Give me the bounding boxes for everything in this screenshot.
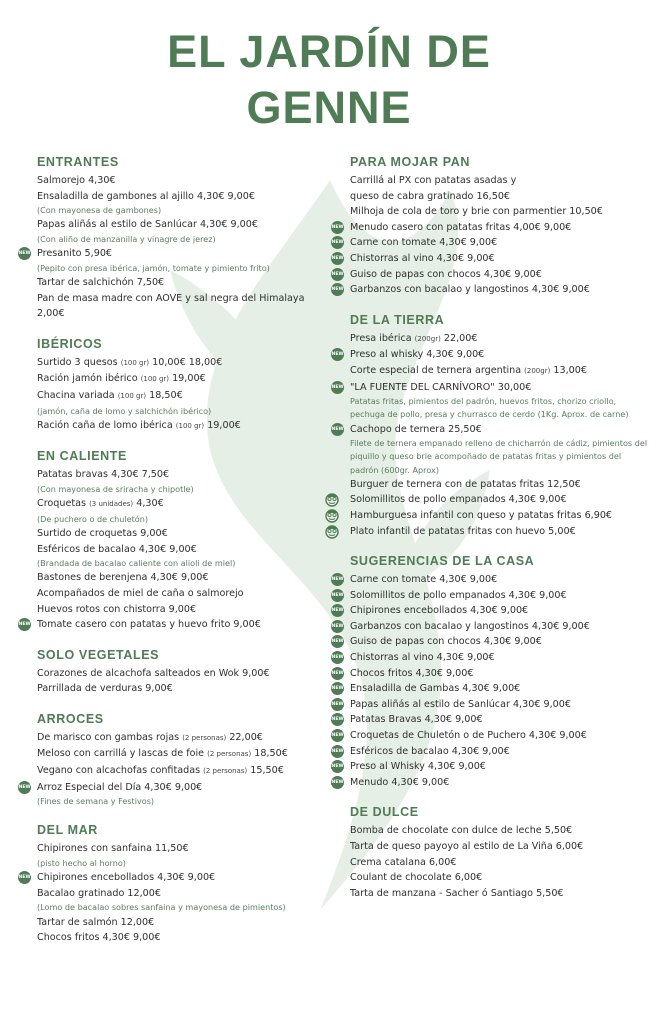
item-note: (Con mayonesa de gambones)	[37, 205, 162, 216]
item-text: Ración caña de lomo ibérica	[37, 419, 173, 431]
menu-item: Ensaladilla de gambones al ajillo 4,30€ 9,00€	[37, 190, 255, 202]
item-text: Croquetas	[37, 498, 87, 510]
menu-item	[331, 697, 650, 713]
item-text: Menudo 4,30€ 9,00€	[350, 776, 450, 788]
menu-item	[331, 603, 650, 619]
menu-item	[331, 634, 650, 650]
item-price: 19,00€	[207, 419, 241, 431]
section-title-solo-vegetales: SOLO VEGETALES	[37, 647, 160, 662]
new-badge-icon: NEW	[18, 781, 31, 794]
restaurant-title	[0, 24, 658, 136]
item-text: Corte especial de ternera argentina	[350, 364, 522, 376]
menu-item: Tarta de manzana - Sacher ó Santiago 5,50€	[350, 887, 564, 899]
menu-item: Esféricos de bacalao 4,30€ 9,00€	[37, 543, 197, 555]
menu-item: Salmorejo 4,30€	[37, 175, 116, 186]
menu-item: Patatas bravas 4,30€ 7,50€	[37, 469, 170, 481]
new-badge-icon: NEW	[331, 604, 344, 617]
left-column	[18, 154, 322, 946]
item-size: (100 gr)	[120, 358, 150, 367]
item-text: Carne con tomate 4,30€ 9,00€	[350, 574, 498, 586]
menu-item: Burguer de ternera con de patatas fritas 12,50€	[350, 478, 581, 490]
menu-item	[331, 744, 650, 760]
item-price: 18,50€	[149, 389, 183, 401]
title-line-2: GENNE	[246, 82, 412, 133]
menu-item	[37, 496, 322, 513]
new-badge-icon: NEW	[331, 760, 344, 773]
new-badge-icon: NEW	[18, 618, 31, 631]
item-price: 15,50€	[250, 765, 284, 777]
kids-menu-icon	[320, 508, 344, 523]
menu-item	[331, 347, 650, 363]
menu-item	[350, 492, 650, 508]
menu-item: queso de cabra gratinado 16,50€	[350, 190, 511, 202]
item-text: Chistorras al vino 4,30€ 9,00€	[350, 652, 495, 664]
new-badge-icon: NEW	[331, 348, 344, 361]
section-title-del-mar: DEL MAR	[37, 823, 98, 838]
menu-item: Parrillada de verduras 9,00€	[37, 683, 173, 695]
menu-item: Acompañados de miel de caña o salmorejo	[37, 587, 244, 599]
item-text: Chistorras al vino 4,30€ 9,00€	[350, 252, 495, 264]
menu-item	[18, 780, 322, 796]
new-badge-icon: NEW	[331, 423, 344, 436]
menu-item	[37, 763, 322, 780]
menu-item	[37, 371, 322, 388]
new-badge-icon: NEW	[331, 635, 344, 648]
section-title-entrantes: ENTRANTES	[37, 155, 119, 169]
menu-item	[331, 775, 650, 791]
section-title-en-caliente: EN CALIENTE	[37, 449, 127, 464]
menu-item	[37, 388, 322, 405]
new-badge-icon: NEW	[331, 283, 344, 296]
menu-item	[18, 246, 322, 262]
new-badge-icon: NEW	[331, 221, 344, 234]
section-title-de-la-tierra: DE LA TIERRA	[350, 312, 445, 327]
item-text: Menudo casero con patatas fritas 4,00€ 9,00€	[350, 221, 572, 233]
item-text: Vegano con alcachofas confitadas	[37, 765, 201, 777]
item-size: (200gr)	[414, 334, 441, 343]
menu-item	[18, 870, 322, 886]
item-text: Patatas Bravas 4,30€ 9,00€	[350, 714, 483, 726]
item-price: 22,00€	[229, 731, 263, 743]
item-size: (100 gr)	[140, 375, 170, 384]
item-text: Cachopo de ternera 25,50€	[350, 423, 482, 435]
item-text: Arroz Especial del Día 4,30€ 9,00€	[37, 781, 203, 793]
item-text: Preso al whisky 4,30€ 9,00€	[350, 349, 485, 361]
menu-item	[331, 728, 650, 744]
item-note: (Fines de semana y Festivos)	[37, 796, 155, 807]
new-badge-icon: NEW	[331, 620, 344, 633]
item-size: (2 personas)	[203, 767, 248, 776]
item-text: Garbanzos con bacalao y langostinos 4,30€ 9,00€	[350, 284, 590, 296]
section-de-la-tierra	[331, 312, 650, 539]
menu-item	[37, 355, 322, 372]
item-text: Preso al Whisky 4,30€ 9,00€	[350, 761, 486, 773]
menu-item	[331, 572, 650, 588]
menu-item: Tartar de salmón 12,00€	[37, 916, 155, 928]
item-text: Meloso con carrillá y lascas de foie	[37, 748, 205, 760]
menu-item	[331, 712, 650, 728]
section-title-de-dulce: DE DULCE	[350, 805, 419, 820]
menu-item	[37, 418, 322, 435]
new-badge-icon: NEW	[18, 871, 31, 884]
item-note: Filete de ternera empanado relleno de chicharrón de cádiz, pimientos del piquillo y queso brie acompoñado de patatas fritas y pimientos del padrón (600gr. Aprox)	[350, 438, 648, 475]
section-title-para-mojar-pan: PARA MOJAR PAN	[350, 155, 470, 169]
menu-item	[331, 759, 650, 775]
item-text: Chipirones encebollados 4,30€ 9,00€	[37, 872, 216, 884]
item-text: Garbanzos con bacalao y langostinos 4,30€ 9,00€	[350, 620, 590, 632]
item-note: (Con aliño de manzanilla y vinagre de jerez)	[37, 233, 216, 244]
new-badge-icon: NEW	[331, 729, 344, 742]
menu-item: Huevos rotos con chistorra 9,00€	[37, 603, 197, 615]
item-note: (Con mayonesa de sriracha y chipotle)	[37, 483, 194, 494]
kids-menu-icon	[320, 524, 344, 539]
new-badge-icon: NEW	[331, 745, 344, 758]
new-badge-icon: NEW	[331, 268, 344, 281]
section-en-caliente	[18, 448, 322, 632]
menu-item	[37, 746, 322, 763]
new-badge-icon: NEW	[331, 713, 344, 726]
item-price: 22,00€	[443, 332, 478, 344]
kids-menu-icon	[320, 492, 344, 507]
item-text: Guiso de papas con chocos 4,30€ 9,00€	[350, 636, 542, 648]
menu-item	[331, 681, 650, 697]
new-badge-icon: NEW	[331, 682, 344, 695]
menu-item	[331, 650, 650, 666]
new-badge-icon: NEW	[18, 247, 31, 260]
menu-item: Milhoja de cola de toro y brie con parmentier 10,50€	[350, 206, 603, 218]
menu-item	[331, 588, 650, 604]
menu-item	[350, 524, 650, 540]
section-del-mar	[18, 822, 322, 945]
item-price: 10,00€ 18,00€	[152, 356, 223, 368]
item-note: (Pepito con presa ibérica, jamón, tomate y pimiento frito)	[37, 262, 270, 273]
new-badge-icon: NEW	[331, 573, 344, 586]
item-text: Carne con tomate 4,30€ 9,00€	[350, 237, 498, 249]
item-text: Croquetas de Chuletón o de Puchero 4,30€ 9,00€	[350, 730, 587, 742]
section-ibericos	[37, 336, 322, 435]
section-title-arroces: ARROCES	[37, 711, 104, 726]
section-solo-vegetales	[37, 647, 322, 697]
item-note: (De puchero o de chuletón)	[37, 513, 149, 524]
menu-item	[350, 331, 650, 348]
item-note: (Brandada de bacalao caliente con alioli de miel)	[37, 558, 236, 569]
menu-item: Tarta de queso payoyo al estilo de La Viña 6,00€	[350, 841, 584, 853]
item-text: Tomate casero con patatas y huevo frito 9,00€	[37, 619, 261, 631]
menu-item	[331, 282, 650, 298]
item-size: (100 gr)	[175, 421, 205, 430]
menu-item: Bomba de chocolate con dulce de leche 5,50€	[350, 825, 573, 837]
menu-item: Bastones de berenjena 4,30€ 9,00€	[37, 572, 209, 584]
new-badge-icon: NEW	[331, 252, 344, 265]
new-badge-icon: NEW	[331, 776, 344, 789]
menu-item	[331, 380, 650, 396]
menu-item	[331, 619, 650, 635]
item-note: (jamón, caña de lomo y salchichón ibérico)	[37, 405, 212, 416]
item-text: Presanito 5,90€	[37, 248, 113, 260]
menu-item	[37, 730, 322, 747]
section-arroces	[18, 711, 322, 809]
new-badge-icon: NEW	[331, 698, 344, 711]
item-text: Presa ibérica	[350, 332, 412, 344]
title-line-1: EL JARDÍN DE	[167, 26, 491, 77]
item-note: (pisto hecho al horno)	[37, 858, 126, 869]
item-text: "LA FUENTE DEL CARNÍVORO" 30,00€	[350, 381, 532, 393]
item-note: Patatas fritas, pimientos del padrón, huevos fritos, chorizo criollo, pechuga de pollo, presa y churrasco de cerdo (1Kg. Aprox. de carne)	[350, 396, 629, 420]
item-text: Guiso de papas con chocos 4,30€ 9,00€	[350, 268, 542, 280]
menu-item: Chocos fritos 4,30€ 9,00€	[37, 932, 161, 944]
item-price: 13,00€	[553, 364, 587, 376]
menu-item	[350, 508, 650, 524]
menu-item	[18, 617, 322, 633]
menu-item: Coulant de chocolate 6,00€	[350, 872, 483, 884]
item-note: (Lomo de bacalao sobres sanfaina y mayonesa de pimientos)	[37, 902, 286, 913]
menu-item: Surtido de croquetas 9,00€	[37, 527, 168, 539]
item-text: De marisco con gambas rojas	[37, 731, 180, 743]
section-title-ibericos: IBÉRICOS	[37, 336, 103, 351]
section-entrantes	[18, 154, 322, 322]
section-sugerencias	[331, 553, 650, 790]
menu-item	[331, 267, 650, 283]
item-text: Plato infantil de patatas fritas con huevo 5,00€	[350, 525, 576, 537]
item-text: Papas aliñás al estilo de Sanlúcar 4,30€ 9,00€	[350, 698, 571, 710]
item-text: Solomillitos de pollo empanados 4,30€ 9,00€	[350, 494, 567, 506]
new-badge-icon: NEW	[331, 589, 344, 602]
new-badge-icon: NEW	[331, 236, 344, 249]
new-badge-icon: NEW	[331, 651, 344, 664]
item-size: (200gr)	[524, 366, 551, 375]
menu-item: Carrillá al PX con patatas asadas y	[350, 175, 517, 186]
menu-item: Chipirones con sanfaina 11,50€	[37, 843, 189, 855]
menu-item: Papas aliñás al estilo de Sanlúcar 4,30€ 9,00€	[37, 219, 258, 231]
item-text: Chocos fritos 4,30€ 9,00€	[350, 667, 474, 679]
item-text: Surtido 3 quesos	[37, 356, 118, 368]
menu-item	[331, 251, 650, 267]
section-para-mojar-pan	[331, 154, 650, 298]
section-de-dulce	[350, 804, 650, 901]
menu-item	[331, 235, 650, 251]
item-text: Hamburguesa infantil con queso y patatas fritas 6,90€	[350, 509, 613, 521]
menu-item	[350, 363, 650, 380]
section-title-sugerencias: SUGERENCIAS DE LA CASA	[350, 554, 535, 569]
item-price: 19,00€	[172, 373, 206, 385]
menu-item: Corazones de alcachofa salteados en Wok 9,00€	[37, 667, 270, 679]
menu-item: Pan de masa madre con AOVE y sal negra del Himalaya 2,00€	[37, 292, 305, 320]
menu-item	[331, 422, 650, 438]
menu-item: Tartar de salchichón 7,50€	[37, 276, 165, 288]
menu-item: Crema catalana 6,00€	[350, 856, 457, 868]
menu-item	[331, 220, 650, 236]
item-text: Ración jamón ibérico	[37, 373, 138, 385]
item-size: (2 personas)	[182, 733, 227, 742]
new-badge-icon: NEW	[331, 381, 344, 394]
item-size: (3 unidades)	[89, 500, 134, 509]
new-badge-icon: NEW	[331, 667, 344, 680]
menu-item: Bacalao gratinado 12,00€	[37, 887, 161, 899]
item-text: Chipirones encebollados 4,30€ 9,00€	[350, 605, 529, 617]
item-text: Chacina variada	[37, 389, 115, 401]
right-column	[331, 154, 650, 901]
item-price: 18,50€	[254, 748, 288, 760]
item-size: (2 personas)	[207, 750, 252, 759]
item-price: 4,30€	[136, 498, 164, 510]
item-size: (100 gr)	[117, 391, 147, 400]
item-text: Esféricos de bacalao 4,30€ 9,00€	[350, 745, 510, 757]
item-text: Ensaladilla de Gambas 4,30€ 9,00€	[350, 683, 521, 695]
menu-item	[331, 666, 650, 682]
item-text: Solomillitos de pollo empanados 4,30€ 9,00€	[350, 589, 567, 601]
